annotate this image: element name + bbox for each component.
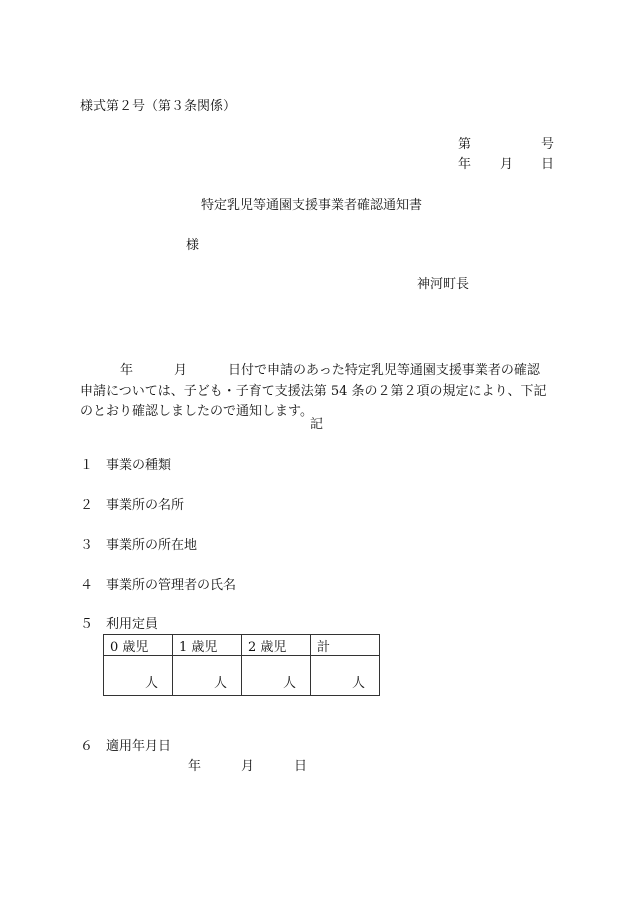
item-3: ３ 事業所の所在地 [80,538,198,553]
header-age-2: 2 歳児 [242,635,311,656]
body-paragraph [80,361,554,423]
body-line-1 [80,361,554,382]
apply-year: 年 [188,759,202,774]
item-3-label: 事業所の所在地 [106,538,198,553]
header-age-1: 1 歳児 [173,635,242,656]
date-year-label: 年 [458,157,472,172]
body-line-1-rest: 日付で申請のあった特定乳児等通園支援事業者の確認 [228,363,540,378]
value-total: 人 [311,656,380,696]
header-total: 計 [311,635,380,656]
body-month: 月 [174,363,188,378]
capacity-value-row [104,656,380,696]
item-4: ４ 事業所の管理者の氏名 [80,578,237,593]
item-5-label: 利用定員 [106,617,159,632]
date-month-label: 月 [500,157,514,172]
body-year: 年 [120,363,134,378]
date-day-label: 日 [541,157,555,172]
form-label: 様式第２号（第３条関係） [80,99,237,114]
capacity-table [103,634,380,696]
addressee-suffix: 様 [186,238,200,253]
document-title: 特定乳児等通園支援事業者確認通知書 [201,198,423,213]
item-6-label: 適用年月日 [106,739,172,754]
item-1: １ 事業の種類 [80,458,172,473]
doc-number-suffix: 号 [541,137,555,152]
item-1-label: 事業の種類 [106,458,172,473]
body-line-3: のとおり確認しましたので通知します。 [80,404,313,419]
capacity-header-row [104,635,380,656]
value-age-0: 人 [104,656,173,696]
item-5: ５ 利用定員 [80,617,159,632]
doc-number-label: 第 [458,137,472,152]
body-line-2: 申請については、子ども・子育て支援法第 54 条の２第２項の規定により、下記 [80,383,547,399]
item-2-label: 事業所の名所 [106,498,185,513]
header-age-0: 0 歳児 [104,635,173,656]
ki-marker: 記 [310,417,324,432]
issuer: 神河町長 [417,277,470,292]
item-2: ２ 事業所の名所 [80,498,185,513]
apply-month: 月 [241,759,255,774]
item-6: ６ 適用年月日 [80,739,172,754]
value-age-2: 人 [242,656,311,696]
value-age-1: 人 [173,656,242,696]
apply-day: 日 [294,759,308,774]
item-4-label: 事業所の管理者の氏名 [106,578,237,593]
